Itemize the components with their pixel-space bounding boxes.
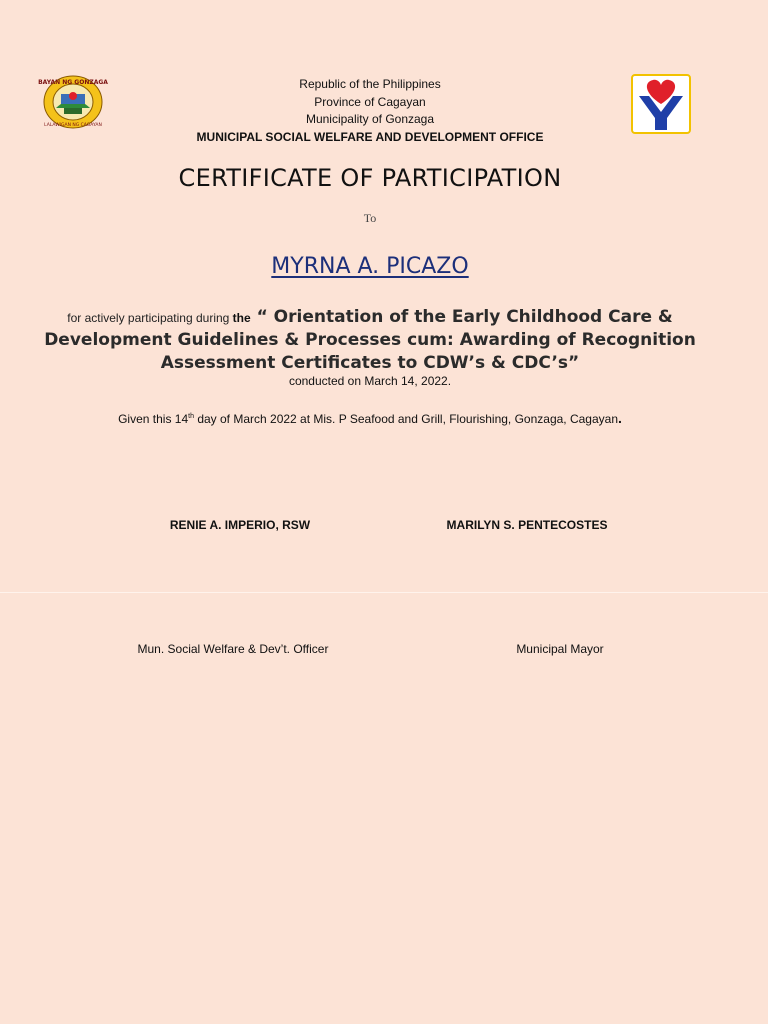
signatory-1-title: Mun. Social Welfare & Dev’t. Officer [137, 642, 329, 656]
divider [0, 592, 768, 593]
header-office: MUNICIPAL SOCIAL WELFARE AND DEVELOPMENT OFFICE [196, 129, 544, 144]
to-label: To [363, 211, 377, 225]
given-pre: Given this 14 [118, 412, 189, 426]
signatory-2-title: Municipal Mayor [516, 642, 604, 656]
given-end: . [618, 410, 622, 426]
signatory-1-name: RENIE A. IMPERIO, RSW [169, 518, 311, 532]
given-post: day of March 2022 at Mis. P Seafood and Grill, Flourishing, Gonzaga, Cagayan [193, 412, 618, 426]
given-statement [0, 410, 740, 426]
conducted-date: conducted on March 14, 2022. [288, 374, 452, 388]
seal-top-text: BAYAN NG GONZAGA [38, 79, 108, 86]
recipient-name: MYRNA A. PICAZO [271, 254, 469, 279]
header-municipality: Municipality of Gonzaga [305, 112, 435, 126]
certificate-header [0, 76, 740, 146]
event-title: “ Orientation of the Early Childhood Care & Development Guidelines & Processes cum: Awarding of Recognition Assessment Certificates to CDW’s & CDC’s” [44, 307, 696, 373]
header-province: Province of Cagayan [314, 94, 426, 109]
statement-prefix: for actively participating during [67, 311, 233, 325]
certificate-title: CERTIFICATE OF PARTICIPATION [178, 164, 562, 192]
signatory-2-name: MARILYN S. PENTECOSTES [446, 518, 608, 532]
given-sup: th [188, 413, 194, 420]
statement-the: the [232, 311, 251, 325]
header-country: Republic of the Philippines [299, 77, 441, 91]
seal-bottom-text: LALAWIGAN NG CAGAYAN [44, 123, 102, 128]
participation-statement [40, 306, 700, 375]
